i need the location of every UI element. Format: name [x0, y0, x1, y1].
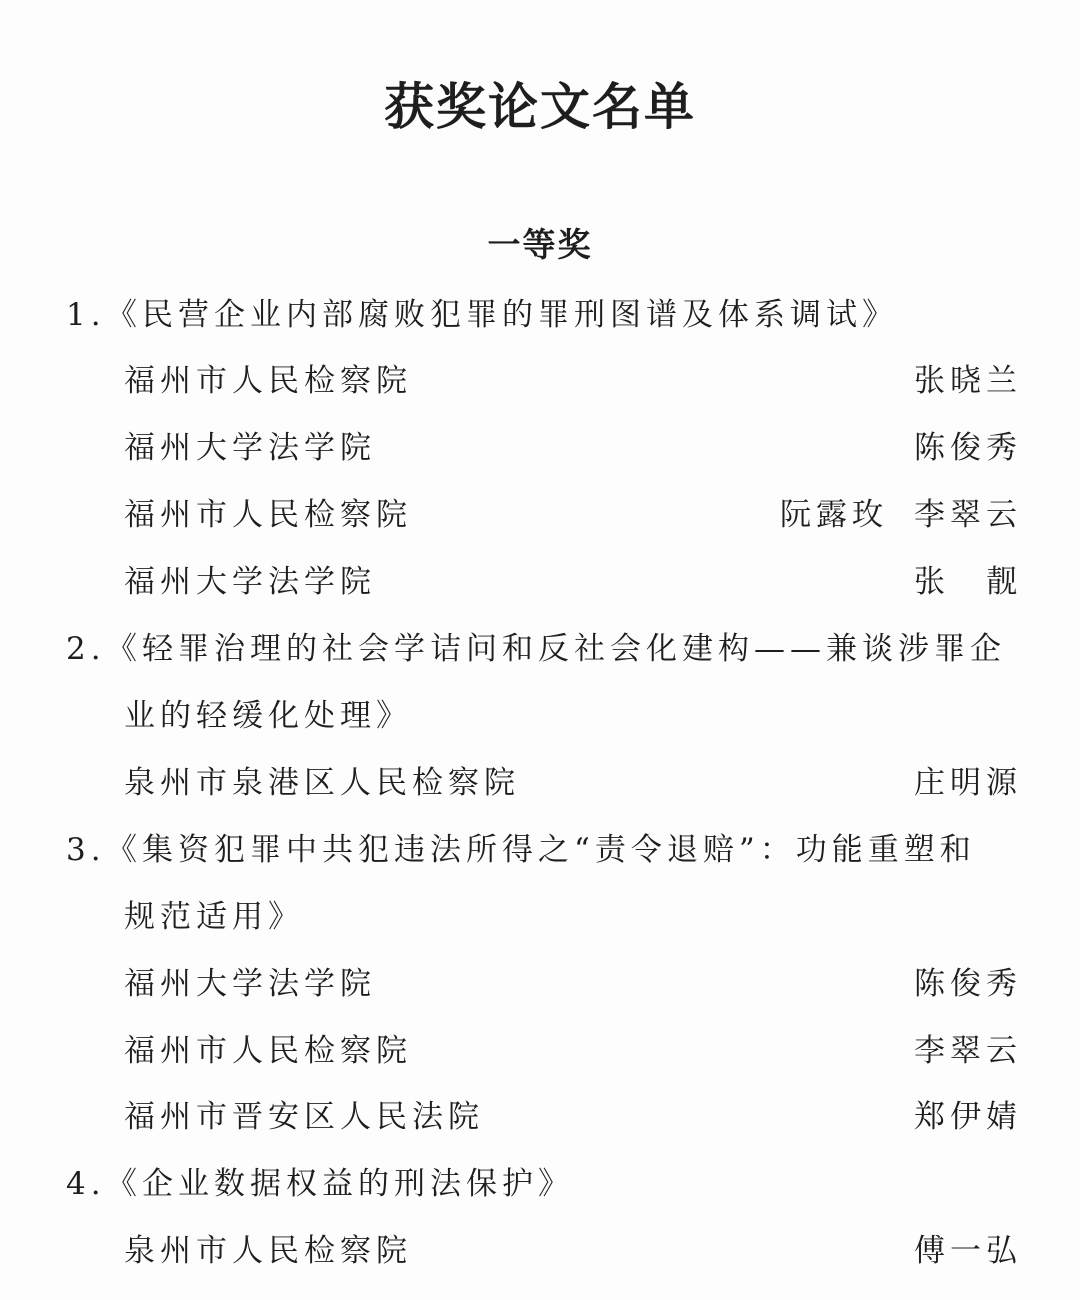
entry-title: 《企业数据权益的刑法保护》 — [106, 1166, 574, 1202]
authors — [888, 356, 1022, 406]
organization: 福州市人民检察院 — [124, 363, 412, 399]
entry-title: 《民营企业内部腐败犯罪的罪刑图谱及体系调试》 — [106, 297, 898, 333]
affiliation-row — [0, 557, 1080, 607]
author: 阮露玫 — [780, 497, 888, 533]
author: 郑伊婧 — [914, 1099, 1022, 1135]
entry-number: 3. — [66, 832, 106, 868]
author: 陈俊秀 — [914, 966, 1022, 1002]
entry-title-row — [0, 624, 1080, 674]
entry-title-row — [0, 825, 1080, 875]
entry-title-continuation — [0, 691, 1080, 741]
entry-title-row — [0, 290, 1080, 340]
author: 李翠云 — [914, 497, 1022, 533]
affiliation-row — [0, 1026, 1080, 1076]
entry-title-row — [0, 1159, 1080, 1209]
affiliation-row — [0, 356, 1080, 406]
entry-title-continuation — [0, 892, 1080, 942]
entry-number: 4. — [66, 1166, 106, 1202]
authors — [888, 557, 1022, 607]
entry-title: 《集资犯罪中共犯违法所得之“责令退赔”：功能重塑和 — [106, 832, 976, 868]
organization: 福州大学法学院 — [124, 564, 376, 600]
organization: 泉州市人民检察院 — [124, 1233, 412, 1269]
organization: 福州市人民检察院 — [124, 1033, 412, 1069]
section-heading-first-prize: 一等奖 — [487, 225, 593, 264]
entry-number: 2. — [66, 631, 106, 667]
organization: 泉州市泉港区人民检察院 — [124, 765, 520, 801]
organization: 福州大学法学院 — [124, 966, 376, 1002]
authors — [888, 1092, 1022, 1142]
affiliation-row — [0, 1226, 1080, 1276]
author: 张 靓 — [914, 564, 1022, 600]
author: 陈俊秀 — [914, 430, 1022, 466]
author: 傅一弘 — [914, 1233, 1022, 1269]
authors — [888, 1026, 1022, 1076]
authors — [888, 959, 1022, 1009]
entry-number: 1. — [66, 297, 106, 333]
organization: 福州大学法学院 — [124, 430, 376, 466]
organization: 福州市人民检察院 — [124, 497, 412, 533]
author: 庄明源 — [914, 765, 1022, 801]
entry-title-line-2: 规范适用》 — [124, 899, 304, 935]
document-title: 获奖论文名单 — [384, 77, 696, 136]
affiliation-row — [0, 758, 1080, 808]
affiliation-row — [0, 423, 1080, 473]
authors — [754, 490, 1022, 540]
organization: 福州市晋安区人民法院 — [124, 1099, 484, 1135]
authors — [888, 423, 1022, 473]
authors — [888, 1226, 1022, 1276]
author: 李翠云 — [914, 1033, 1022, 1069]
authors — [888, 758, 1022, 808]
affiliation-row — [0, 959, 1080, 1009]
affiliation-row — [0, 490, 1080, 540]
author: 张晓兰 — [914, 363, 1022, 399]
entry-title-line-2: 业的轻缓化处理》 — [124, 698, 412, 734]
entry-title: 《轻罪治理的社会学诘问和反社会化建构——兼谈涉罪企 — [106, 631, 1006, 667]
affiliation-row — [0, 1092, 1080, 1142]
